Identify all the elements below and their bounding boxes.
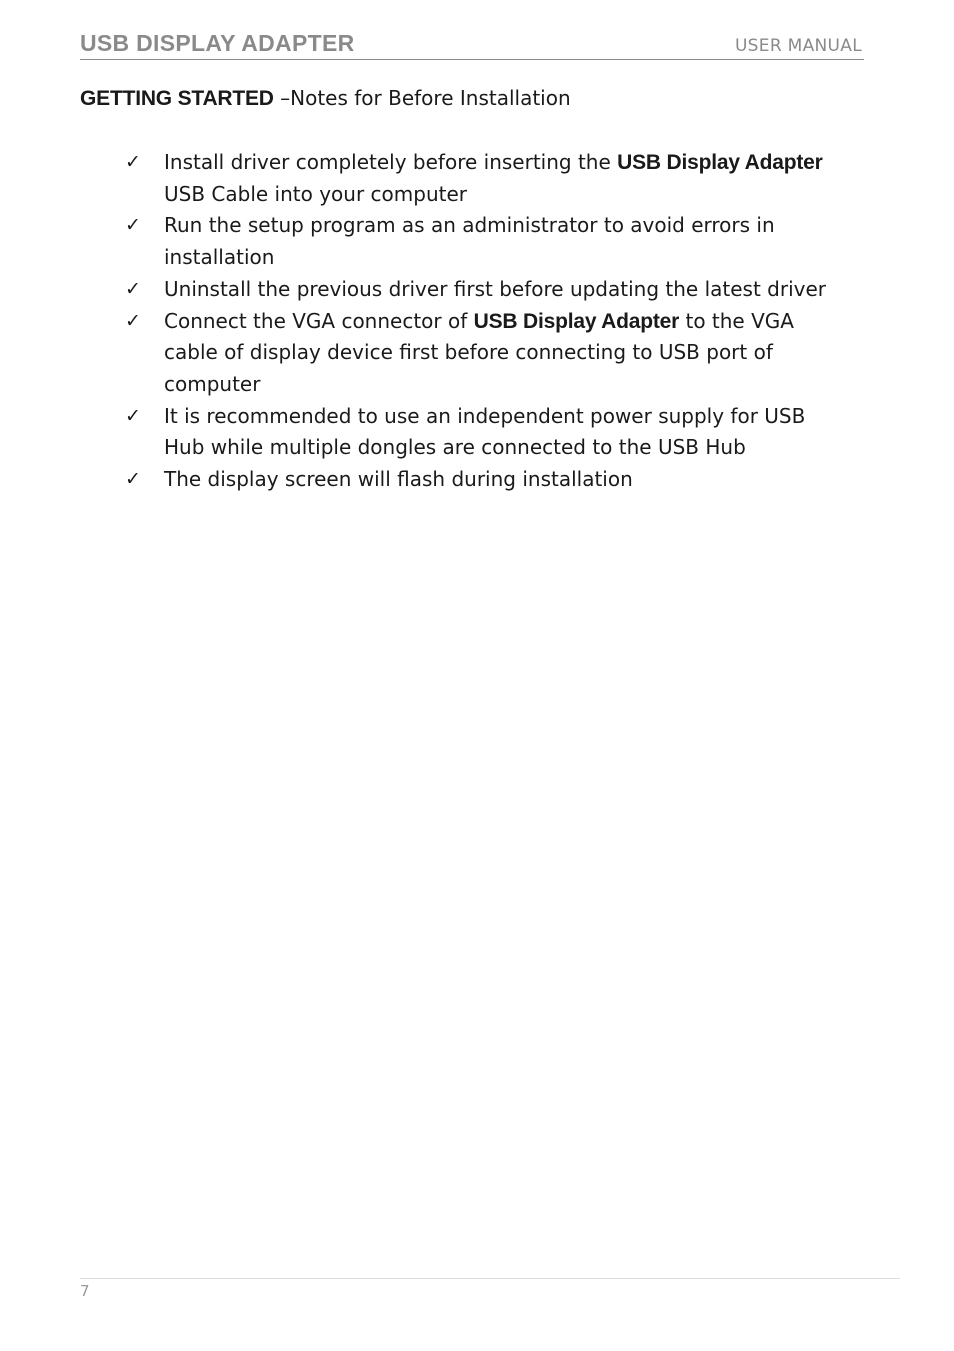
note-text: The display screen will flash during installation xyxy=(164,467,633,492)
note-text: It is recommended to use an independent power supply for USB xyxy=(164,403,806,428)
note-text: Uninstall the previous driver first before updating the latest driver xyxy=(164,276,826,301)
note-line xyxy=(164,242,885,274)
note-line xyxy=(164,210,885,242)
section-heading-bold: GETTING STARTED xyxy=(80,87,274,110)
note-line xyxy=(164,179,885,211)
note-text: Install driver completely before inserting the xyxy=(164,150,618,174)
list-item xyxy=(125,464,885,496)
checkmark-icon: ✓ xyxy=(125,151,141,173)
note-text: Run the setup program as an administrator to avoid errors in xyxy=(164,213,775,238)
note-text: USB Cable into your computer xyxy=(164,181,467,206)
note-line xyxy=(164,401,885,433)
page-header xyxy=(80,30,864,60)
note-text: to the VGA xyxy=(679,308,794,333)
checkmark-icon: ✓ xyxy=(125,277,141,300)
note-line xyxy=(164,369,885,401)
note-line xyxy=(164,432,885,464)
list-item xyxy=(125,147,885,210)
list-item xyxy=(125,401,885,464)
note-text: installation xyxy=(164,245,275,270)
checkmark-icon: ✓ xyxy=(125,214,141,237)
installation-notes-list xyxy=(125,147,885,496)
note-text: computer xyxy=(164,371,261,396)
product-name-bold: USB Display Adapter xyxy=(617,151,823,174)
note-text: cable of display device first before connecting to USB port of xyxy=(164,340,773,365)
note-line xyxy=(164,306,885,338)
note-line xyxy=(164,274,885,306)
list-item xyxy=(125,210,885,273)
checkmark-icon: ✓ xyxy=(125,404,141,427)
footer-divider xyxy=(80,1278,900,1279)
note-line xyxy=(164,147,885,179)
checkmark-icon: ✓ xyxy=(125,468,141,491)
page-number: 7 xyxy=(80,1282,90,1300)
section-heading xyxy=(80,86,571,111)
note-text: Connect the VGA connector of xyxy=(164,308,474,333)
note-line xyxy=(164,337,885,369)
product-name-bold: USB Display Adapter xyxy=(473,309,680,333)
note-line xyxy=(164,464,885,496)
list-item xyxy=(125,306,885,401)
document-title: USB DISPLAY ADAPTER xyxy=(80,30,355,56)
section-heading-subtitle: –Notes for Before Installation xyxy=(273,86,571,110)
document-type-label: USER MANUAL xyxy=(734,36,862,56)
list-item xyxy=(125,274,885,306)
note-text: Hub while multiple dongles are connected to the USB Hub xyxy=(164,435,746,460)
checkmark-icon: ✓ xyxy=(125,309,141,332)
